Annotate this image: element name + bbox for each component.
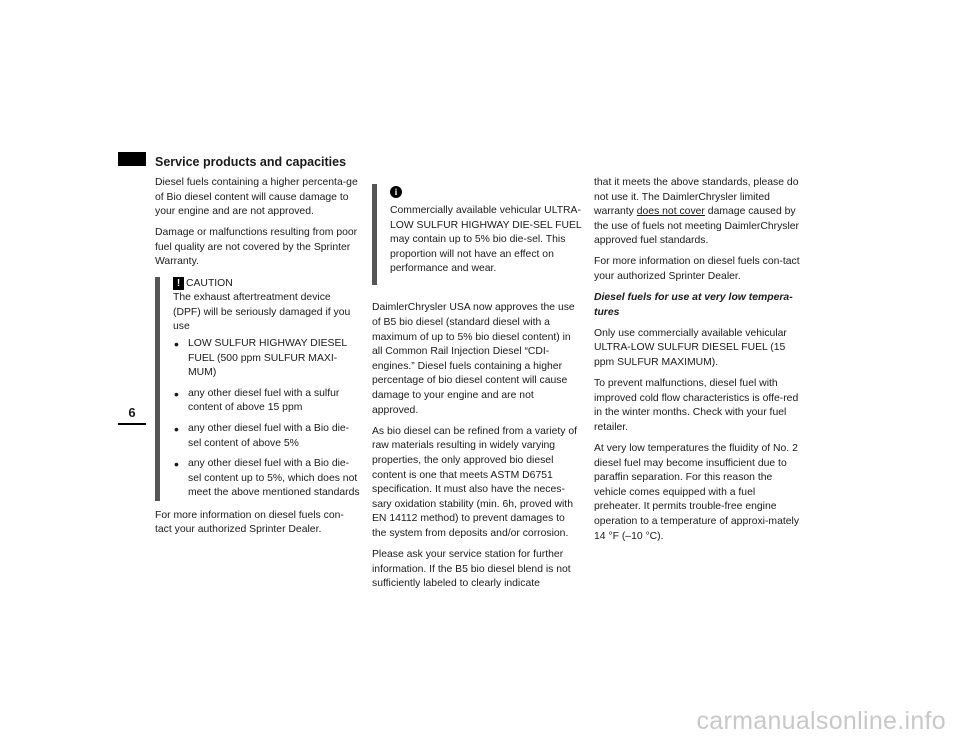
chapter-number: 6 xyxy=(128,405,136,420)
caution-item: • any other diesel fuel with a sulfur content of above 15 ppm xyxy=(173,387,360,416)
info-box xyxy=(372,184,582,285)
caution-item: • any other diesel fuel with a Bio die-sel content up to 5%, which does not meet the above mentioned standards xyxy=(173,457,360,501)
underlined-text: does not cover xyxy=(636,206,705,218)
paragraph: For more information on diesel fuels con-tact your authorized Sprinter Dealer. xyxy=(594,256,800,283)
paragraph: As bio diesel can be refined from a variety of raw materials resulting in widely varying properties, the only approved bio diesel content is one that meets ASTM D6751 specification. It must also have the neces-sary oxidation stability (min. 6h, proved with EN 14112 method) to prevent damages to the system from deposits and/or corrosion. xyxy=(372,425,578,539)
column-middle xyxy=(372,180,582,598)
watermark: carmanualsonline.info xyxy=(696,707,946,735)
caution-list xyxy=(173,337,360,501)
paragraph: Damage or malfunctions resulting from poor fuel quality are not covered by the Sprinter Warranty. xyxy=(155,227,358,268)
paragraph xyxy=(594,176,804,249)
paragraph: At very low temperatures the fluidity of No. 2 diesel fuel may become insufficient due to paraffin separation. For this reason the vehicle comes equipped with a fuel preheater. It permits trouble-free engine operation to a temperature of approxi-mately 14 °F (–10 °C). xyxy=(594,443,800,542)
chapter-rule xyxy=(118,423,146,425)
paragraph: Only use commercially available vehicular ULTRA-LOW SULFUR DIESEL FUEL (15 ppm SULFUR MAXIMUM). xyxy=(594,327,787,369)
caution-item: • LOW SULFUR HIGHWAY DIESEL FUEL (500 ppm SULFUR MAXI-MUM) xyxy=(173,337,360,381)
page-title: Service products and capacities xyxy=(155,155,347,169)
paragraph: For more information on diesel fuels con-tact your authorized Sprinter Dealer. xyxy=(155,509,344,536)
paragraph: DaimlerChrysler USA now approves the use of B5 bio diesel (standard diesel with a maximum of up to 5% bio diesel content) in all Common Rail Injection Diesel “CDI-engines.” Diesel fuels containing a higher percentage of bio diesel content will cause damage to your engine and are not approved. xyxy=(372,302,575,416)
caution-heading xyxy=(173,277,360,292)
column-right xyxy=(594,176,804,551)
caution-box xyxy=(155,277,360,501)
header-marker xyxy=(118,152,146,166)
caution-label: CAUTION xyxy=(186,277,233,289)
column-left xyxy=(155,176,360,545)
caution-intro: The exhaust aftertreatment device (DPF) will be seriously damaged if you use xyxy=(173,292,351,333)
paragraph: To prevent malfunctions, diesel fuel with improved cold flow characteristics is offe-red in the winter months. Check with your fuel retailer. xyxy=(594,378,799,433)
text-run: damage caused by the use of fuels not meeting DaimlerChrysler approved fuel standards. xyxy=(594,206,800,247)
paragraph: Diesel fuels containing a higher percenta-ge of Bio diesel content will cause damage to your engine and are not approved. xyxy=(155,177,358,218)
caution-item: • any other diesel fuel with a Bio die-sel content of above 5% xyxy=(173,422,360,451)
info-text: Commercially available vehicular ULTRA-LOW SULFUR HIGHWAY DIE-SEL FUEL may contain up to 5% bio die-sel. This proportion will not have an effect on performance and wear. xyxy=(390,205,582,275)
info-icon: i xyxy=(390,186,402,198)
warning-icon: ! xyxy=(173,277,184,290)
text-run: that it meets the above standards, please do not use it. The DaimlerChrysler limited warranty xyxy=(594,177,799,218)
paragraph: Please ask your service station for further information. If the B5 bio diesel blend is not sufficiently labeled to clearly indicate xyxy=(372,548,571,590)
subheading: Diesel fuels for use at very low tempera-tures xyxy=(594,292,793,318)
